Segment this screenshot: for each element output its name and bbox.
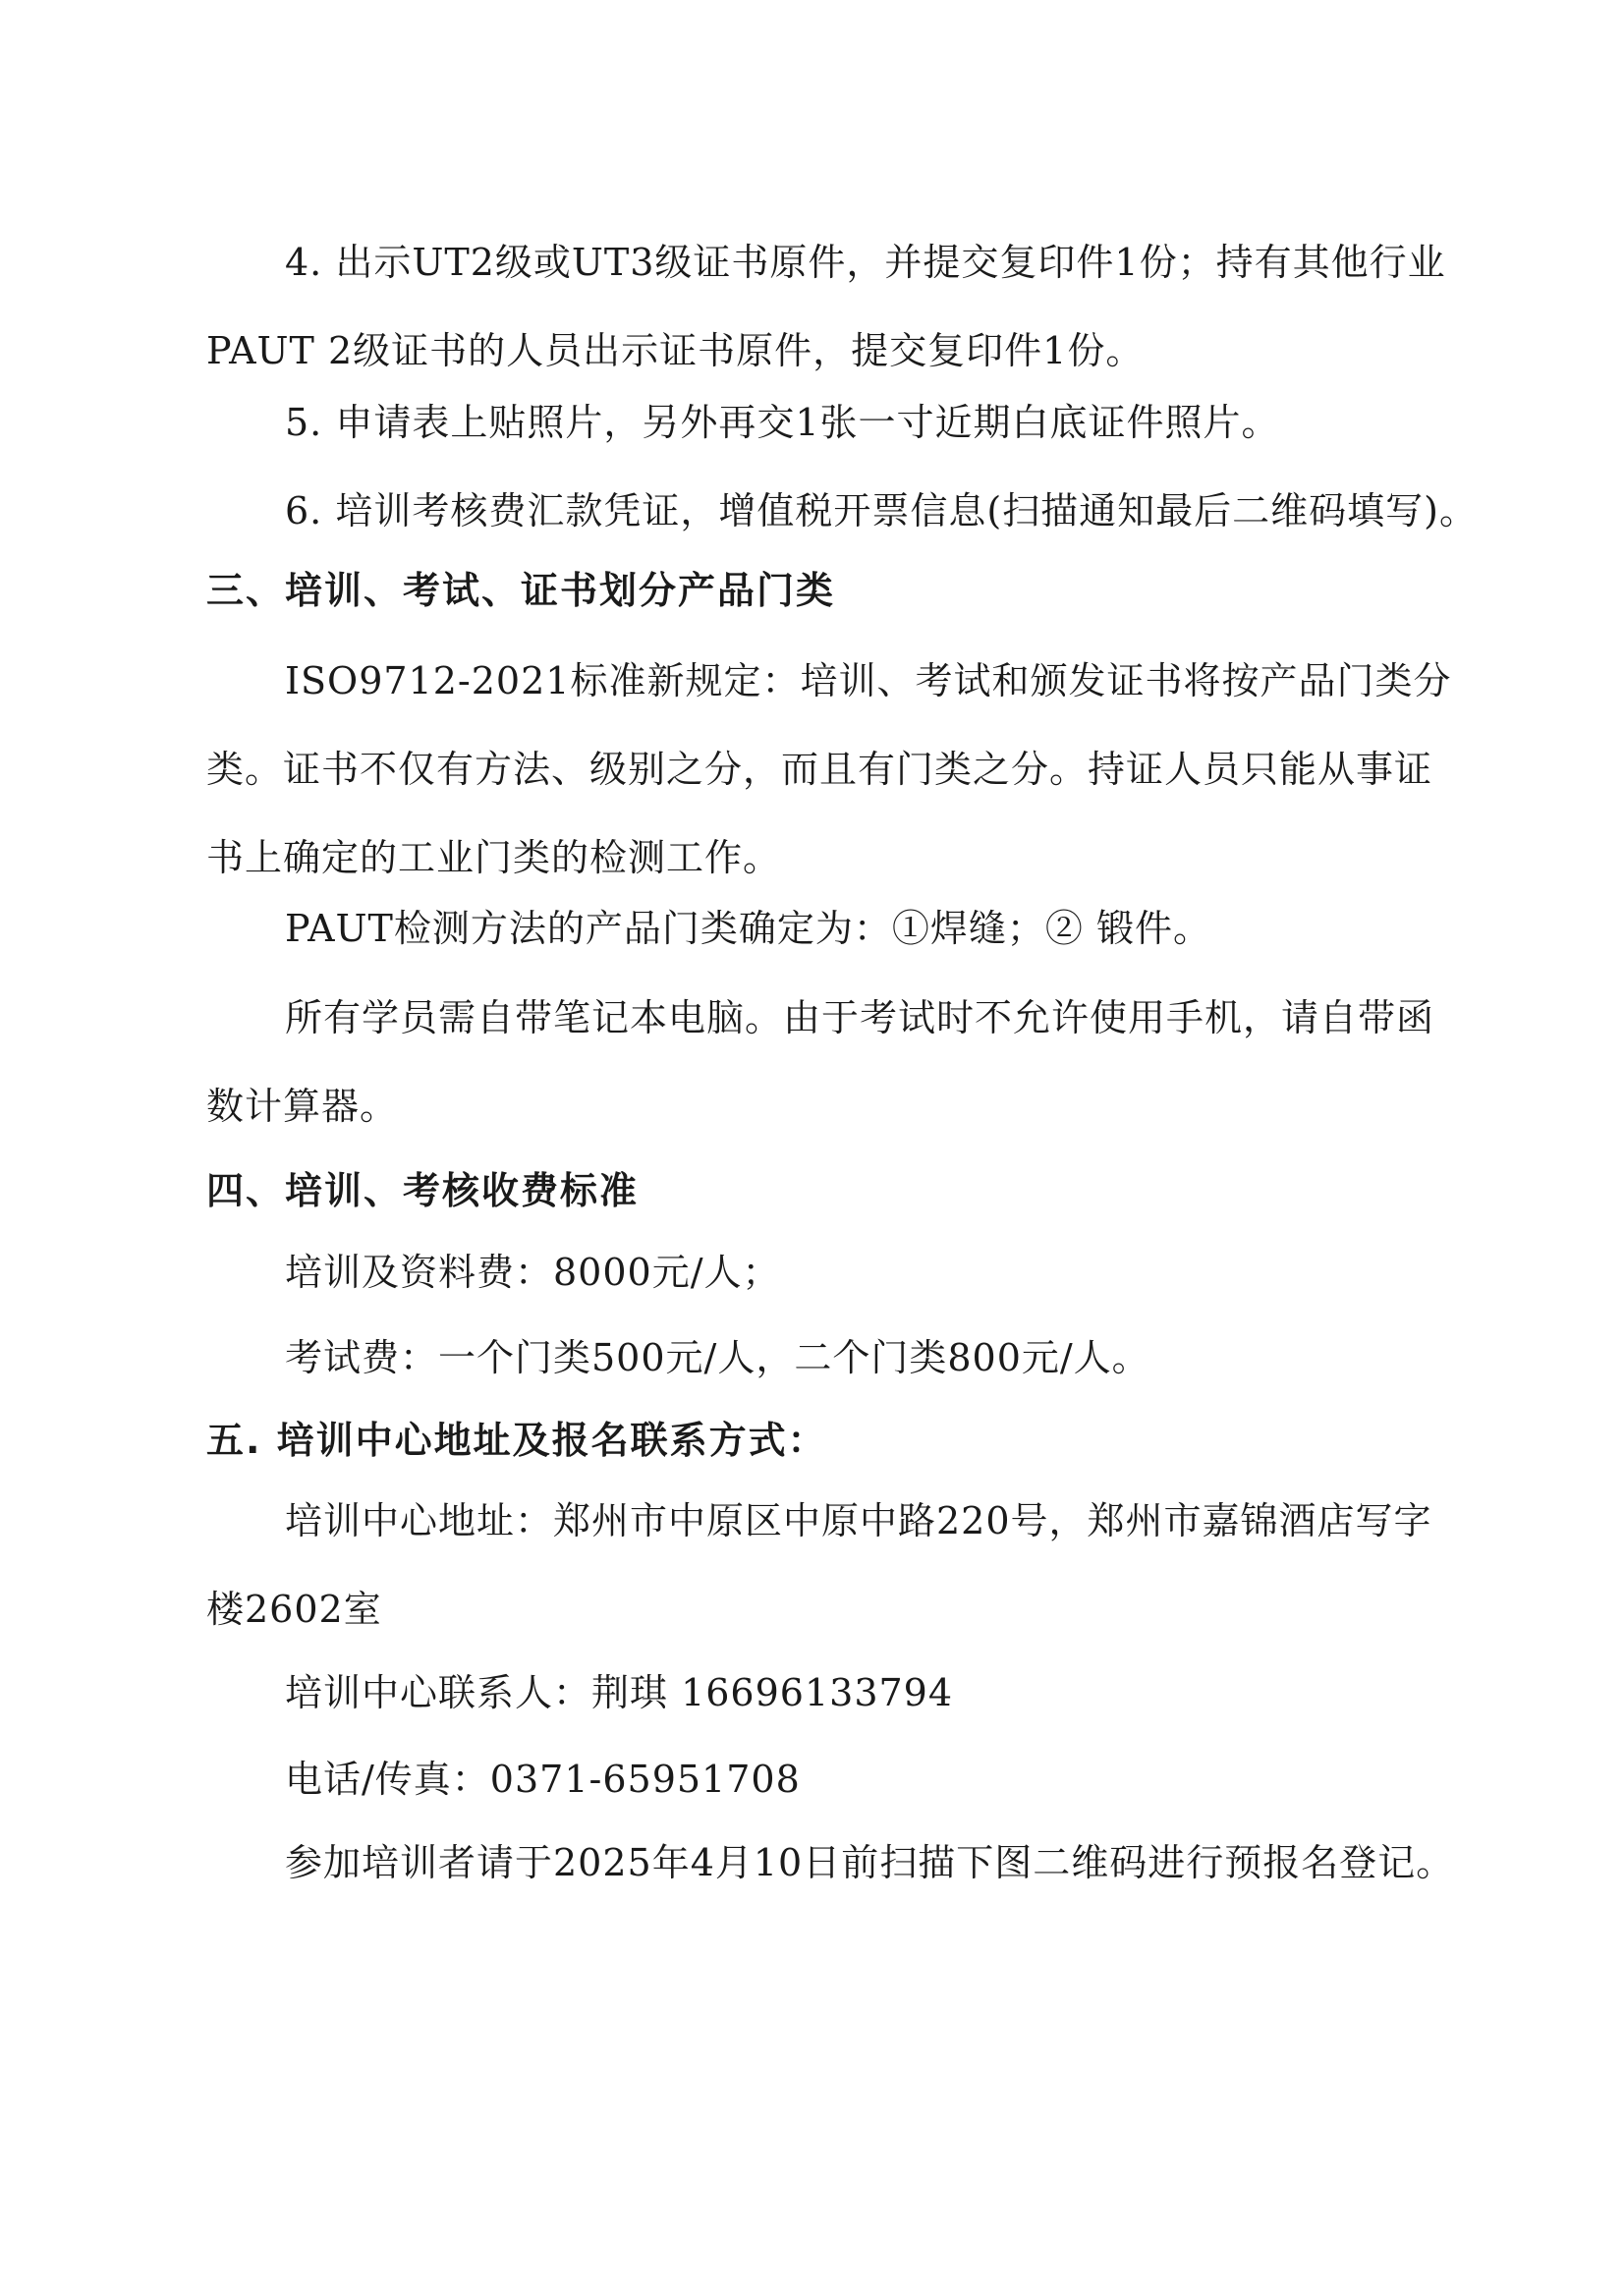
fee-exam: 考试费：一个门类500元/人，二个门类800元/人。	[285, 1336, 1150, 1379]
section-4-heading: 四、培训、考核收费标准	[206, 1169, 640, 1212]
fee-training: 培训及资料费：8000元/人；	[285, 1251, 781, 1294]
registration-note: 参加培训者请于2025年4月10日前扫描下图二维码进行预报名登记。	[285, 1841, 1455, 1884]
item-5: 5. 申请表上贴照片，另外再交1张一寸近期白底证件照片。	[285, 401, 1280, 444]
section-3-para-categories: PAUT检测方法的产品门类确定为：①焊缝；② 锻件。	[285, 907, 1211, 950]
item-4: 4. 出示UT2级或UT3级证书原件，并提交复印件1份；持有其他行业PAUT 2级证书的人员出示证书原件，提交复印件1份。	[206, 241, 1446, 372]
section-3-heading: 三、培训、考试、证书划分产品门类	[206, 569, 836, 612]
section-3-para-laptop: 所有学员需自带笔记本电脑。由于考试时不允许使用手机，请自带函数计算器。	[206, 996, 1435, 1128]
section-3-para-standard: ISO9712-2021标准新规定：培训、考试和颁发证书将按产品门类分类。证书不仅有方法、级别之分，而且有门类之分。持证人员只能从事证书上确定的工业门类的检测工作。	[206, 659, 1452, 879]
address: 培训中心地址：郑州市中原区中原中路220号，郑州市嘉锦酒店写字楼2602室	[206, 1499, 1432, 1631]
item-6: 6. 培训考核费汇款凭证，增值税开票信息(扫描通知最后二维码填写)。	[285, 489, 1478, 532]
contact: 培训中心联系人：荆琪 16696133794	[285, 1671, 954, 1714]
phone: 电话/传真：0371-65951708	[285, 1758, 801, 1801]
section-5-heading: 五. 培训中心地址及报名联系方式：	[206, 1419, 827, 1462]
